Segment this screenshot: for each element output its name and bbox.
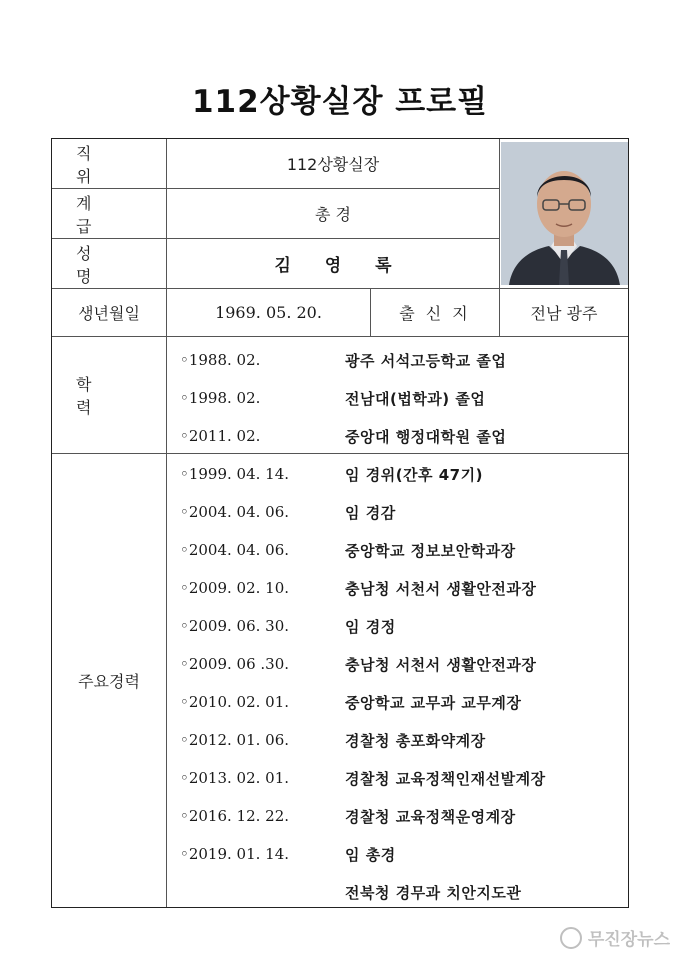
origin-label: 출 신 지 <box>399 304 471 323</box>
career-desc: 임 경위(간후 47기) <box>345 465 483 484</box>
career-desc: 중앙학교 교무과 교무계장 <box>345 693 522 712</box>
career-desc: 임 경감 <box>345 503 396 522</box>
name-value: 김 영 록 <box>274 256 406 276</box>
watermark-logo-icon <box>560 927 582 949</box>
watermark-text: 무진장뉴스 <box>587 930 670 950</box>
position-label: 직 위 <box>76 143 116 186</box>
rank-label: 계 급 <box>76 193 116 236</box>
career-label: 주요경력 <box>78 672 140 691</box>
career-desc: 임 총경 <box>345 845 396 864</box>
career-date: ◦2009. 02. 10. <box>180 579 290 597</box>
career-date: ◦2004. 04. 06. <box>180 503 290 521</box>
career-date: ◦2010. 02. 01. <box>180 693 290 711</box>
career-desc: 임 경정 <box>345 617 396 636</box>
career-desc: 경찰청 총포화약계장 <box>345 731 486 750</box>
career-date: ◦2004. 04. 06. <box>180 541 290 559</box>
career-desc: 경찰청 교육정책운영계장 <box>345 807 516 826</box>
career-list <box>168 459 628 905</box>
birth-label: 생년월일 <box>78 304 140 323</box>
education-desc: 광주 서석고등학교 졸업 <box>345 351 507 370</box>
career-desc: 충남청 서천서 생활안전과장 <box>345 579 537 598</box>
career-date: ◦2012. 01. 06. <box>180 731 290 749</box>
watermark <box>560 925 670 950</box>
education-date: ◦1998. 02. <box>180 389 261 407</box>
birth-value: 1969. 05. 20. <box>215 303 322 322</box>
career-desc: 충남청 서천서 생활안전과장 <box>345 655 537 674</box>
position-value: 112상황실장 <box>286 155 380 174</box>
career-desc: 전북청 경무과 치안지도관 <box>345 883 522 902</box>
career-desc: 중앙학교 정보보안학과장 <box>345 541 516 560</box>
education-desc: 중앙대 행정대학원 졸업 <box>345 427 507 446</box>
education-desc: 전남대(법학과) 졸업 <box>345 389 486 408</box>
career-date: ◦1999. 04. 14. <box>180 465 290 483</box>
education-date: ◦1988. 02. <box>180 351 261 369</box>
career-date: ◦2019. 01. 14. <box>180 845 290 863</box>
person-portrait-icon <box>501 142 628 285</box>
origin-value: 전남 광주 <box>530 304 598 323</box>
rank-value: 총 경 <box>315 205 351 224</box>
profile-table <box>51 138 629 908</box>
career-date: ◦2009. 06. 30. <box>180 617 290 635</box>
page-title: 112상황실장 프로필 <box>191 84 489 120</box>
career-date: ◦2013. 02. 01. <box>180 769 290 787</box>
career-date: ◦2016. 12. 22. <box>180 807 290 825</box>
career-desc: 경찰청 교육정책인재선발계장 <box>345 769 546 788</box>
profile-photo <box>501 142 628 285</box>
name-label: 성 명 <box>76 243 116 286</box>
education-label: 학 력 <box>76 375 116 417</box>
education-date: ◦2011. 02. <box>180 427 261 445</box>
career-date: ◦2009. 06 .30. <box>180 655 290 673</box>
education-list <box>168 343 628 453</box>
